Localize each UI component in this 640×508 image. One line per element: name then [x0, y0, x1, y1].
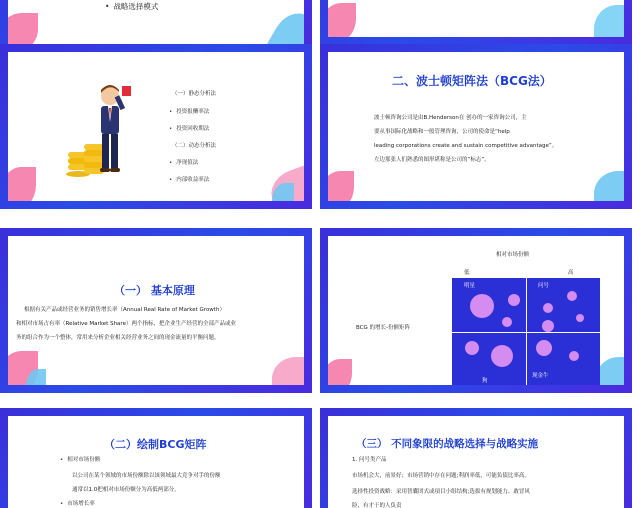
slide-7-text: 市场机会大，前景好；市场营销中存在问题;利润率低，可能负债比率高。: [352, 473, 530, 479]
bcg-matrix: [452, 278, 600, 385]
slide-2-item: • 净现值法: [169, 159, 198, 167]
slide-2-item: （一）静态分析法: [172, 91, 217, 97]
slide-6-card: [8, 416, 304, 508]
matrix-side-label: BCG 的增长-份额矩阵: [356, 325, 411, 331]
slide-3-card: [328, 52, 624, 201]
matrix-low-label: 低: [464, 270, 470, 276]
quadrant-star-label: 明星: [464, 283, 476, 289]
leaf-decoration: [8, 167, 36, 201]
slide-6-bullet: • 相对市场份额: [60, 456, 100, 464]
slide-4-text: 和相对市场占有率（Relative Market Share）两个指标，把企业生产经营的全部产品或业: [16, 321, 236, 327]
slide-2-item: （二）动态分析法: [172, 143, 217, 149]
slide-7[interactable]: [320, 408, 632, 508]
leaf-decoration: [328, 359, 352, 385]
leaf-decoration: [328, 3, 356, 37]
leaf-decoration: [594, 171, 624, 201]
leaf-decoration: [272, 357, 304, 385]
leaf-decoration: [267, 5, 304, 45]
slide-7-card: [328, 416, 624, 508]
quadrant-question-label: 问号: [538, 283, 550, 289]
slide-1-bullet: • 战略选择模式: [105, 2, 158, 11]
slide-2-item: • 投资报酬率法: [169, 108, 209, 116]
slide-1[interactable]: [0, 0, 312, 45]
slide-2[interactable]: [0, 44, 312, 209]
slide-3-text: leading corporations create and sustain competitive advantage”。: [374, 143, 558, 149]
leaf-decoration: [594, 5, 624, 37]
slide-5-card: [328, 236, 624, 385]
slide-4[interactable]: [0, 228, 312, 393]
slide-7-text: 险、有才干的人负责: [352, 503, 402, 508]
slide-1-card: [8, 0, 304, 45]
slide-3-text: 要从事国际化战略和一般管理咨询，公司的使命是“help: [374, 129, 510, 135]
slide-4-title: （一） 基本原理: [114, 284, 195, 297]
slide-6-text: 通常以1.0把相对市场份额分为高低两部分。: [72, 487, 180, 493]
slide-7-text: 选择性投资战略：采用智囊团式或项目小组结构;选拔有规划能力、敢冒风: [352, 489, 530, 495]
slide-3-text: 波士顿咨询公司是由B.Henderson在 创办的一家咨询公司，主: [374, 115, 527, 121]
leaf-decoration: [328, 171, 354, 201]
slide-6[interactable]: [0, 408, 312, 508]
leaf-decoration: [596, 357, 624, 385]
bubbles: [452, 278, 600, 385]
slide-7-title: （三） 不同象限的战略选择与战略实施: [356, 438, 539, 450]
quadrant-dog-label: 狗: [482, 378, 488, 384]
slide-6-text: 以公司在某个领域的市场份额除以该领域最大竞争对手的份额: [72, 473, 221, 479]
businessman-illustration: [64, 82, 144, 177]
slide-5[interactable]: [320, 228, 632, 393]
slide-3-title: 二、波士顿矩阵法（BCG法）: [392, 74, 552, 88]
matrix-top-label: 相对市场份额: [496, 252, 530, 258]
slide-6-title: （二）绘制BCG矩阵: [104, 438, 207, 451]
matrix-high-label: 高: [568, 270, 574, 276]
slide-6-bullet: • 市场增长率: [60, 500, 95, 508]
slide-3-text: 左边那张人们熟悉的图形堪称是公司的“标志”。: [374, 157, 490, 163]
slide-2-item: • 投资回收期法: [169, 125, 209, 133]
slide-3[interactable]: [320, 44, 632, 209]
slide-1b-card: [328, 0, 624, 37]
slide-2-card: [8, 52, 304, 201]
slide-1b[interactable]: [320, 0, 632, 45]
slide-4-text: 根据有关产品或经营业务的销售增长率（Annual Real Rate of Market Growth）: [24, 307, 225, 313]
slide-4-text: 务的组合作为一个整体，常用来分析企业相关经营业务之间的现金流量的平衡问题。: [16, 335, 220, 341]
leaf-decoration: [8, 13, 38, 45]
quadrant-cashcow-label: 现金牛: [532, 373, 549, 379]
slide-4-card: [8, 236, 304, 385]
slide-2-item: • 内部收益率法: [169, 176, 209, 184]
slide-7-text: 1. 问号类产品: [352, 457, 387, 463]
